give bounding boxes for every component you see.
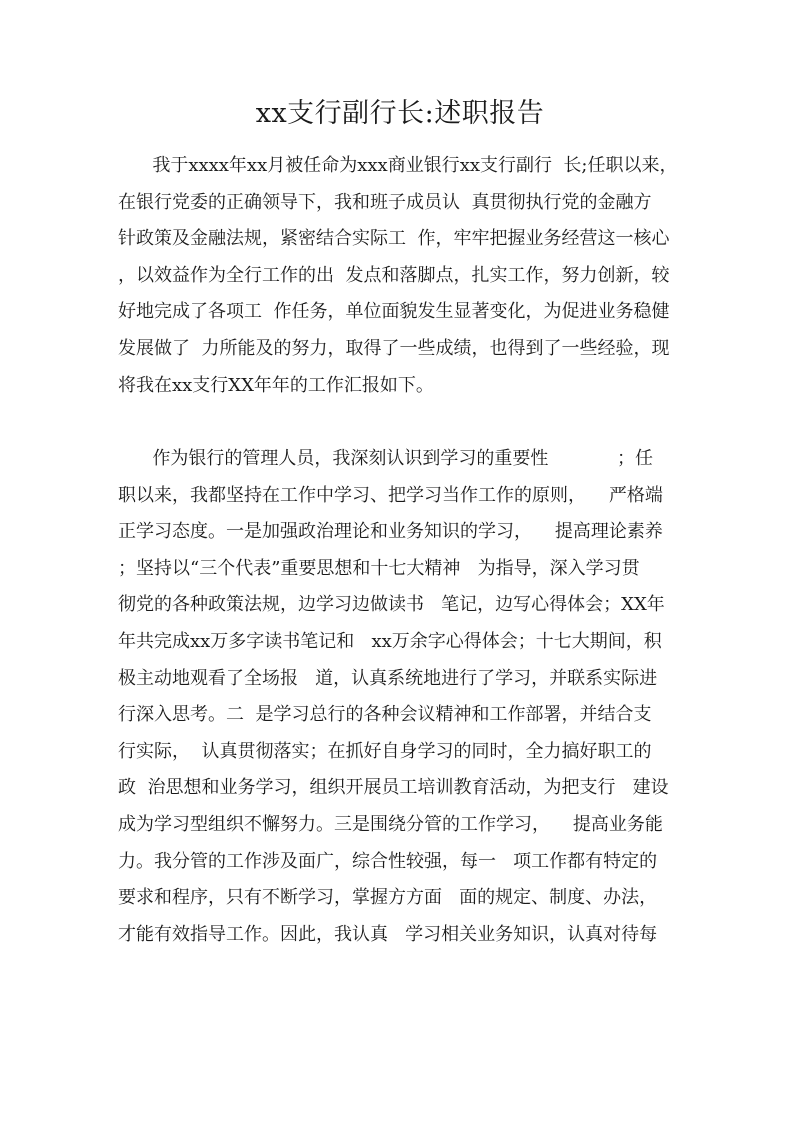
text-line: 彻党的各种政策法规，边学习边做读书 笔记，边写心得体会；XX年 [118, 594, 665, 616]
text-line: 年共完成xx万多字读书笔记和 xx万余字心得体会；十七大期间，积 [118, 630, 662, 652]
text-line: 职以来，我都坚持在工作中学习、把学习当作工作的原则， 严格端 [118, 484, 663, 506]
text-line: 将我在xx支行XX年年的工作汇报如下。 [118, 374, 434, 396]
text-line: 行实际， 认真贯彻落实；在抓好自身学习的同时，全力搞好职工的 [118, 740, 652, 762]
paragraph-1 [118, 148, 688, 404]
text-line: 我于xxxx年xx月被任命为xxx商业银行xx支行副行 长;任职以来， [118, 155, 678, 176]
text-line: 成为学习型组织不懈努力。三是围绕分管的工作学习， 提高业务能 [118, 813, 663, 835]
text-line: ；坚持以“三个代表”重要思想和十七大精神 为指导，深入学习贯 [118, 557, 640, 579]
text-line: 力。我分管的工作涉及面广，综合性较强，每一 项工作都有特定的 [118, 850, 658, 872]
text-line: 好地完成了各项工 作任务，单位面貌发生显著变化，为促进业务稳健 [118, 301, 670, 323]
text-line: 要求和程序，只有不断学习，掌握方方面 面的规定、制度、办法， [118, 887, 658, 909]
text-line: 作为银行的管理人员，我深刻认识到学习的重要性 ；任 [118, 448, 653, 469]
text-line: 极主动地观看了全场报 道，认真系统地进行了学习，并联系实际进 [118, 667, 658, 689]
text-line: 发展做了 力所能及的努力，取得了一些成绩，也得到了一些经验，现 [118, 337, 670, 359]
document-title: xx支行副行长:述职报告 [255, 98, 545, 129]
text-line: 政 治思想和业务学习，组织开展员工培训教育活动，为把支行 建设 [118, 777, 669, 799]
text-line: 在银行党委的正确领导下，我和班子成员认 真贯彻执行党的金融方 [118, 191, 652, 213]
text-line: ，以效益作为全行工作的出 发点和落脚点，扎实工作，努力创新，较 [118, 264, 670, 286]
text-line: 行深入思考。二 是学习总行的各种会议精神和工作部署，并结合支 [118, 704, 652, 726]
text-line: 正学习态度。一是加强政治理论和业务知识的学习， 提高理论素养 [118, 521, 663, 543]
paragraph-2 [118, 441, 688, 953]
text-line: 才能有效指导工作。因此，我认真 学习相关业务知识，认真对待每 [118, 923, 658, 945]
text-line: 针政策及金融法规，紧密结合实际工 作，牢牢把握业务经营这一核心 [118, 228, 670, 250]
